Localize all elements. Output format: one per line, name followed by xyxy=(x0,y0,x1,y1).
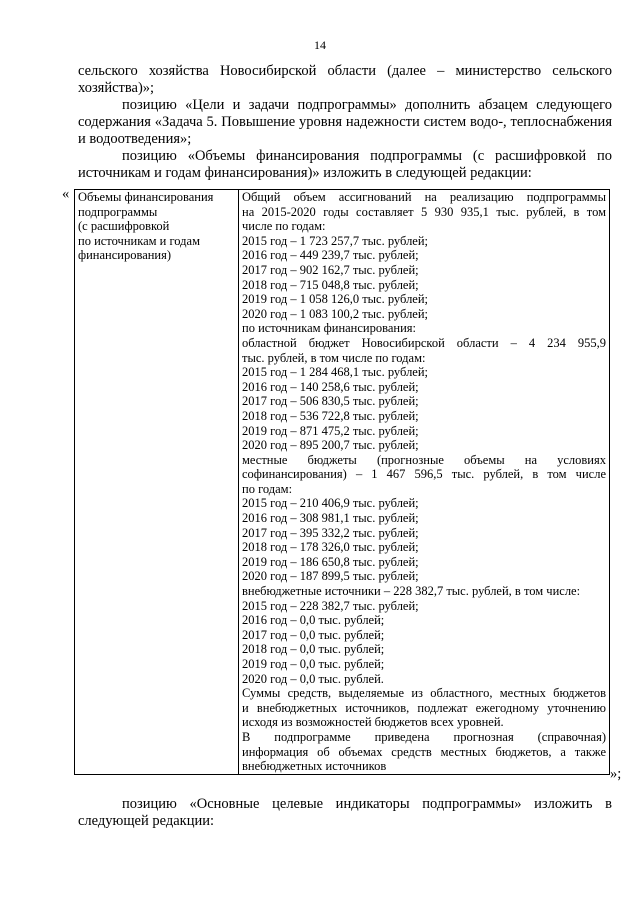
value-line: 2020 год – 0,0 тыс. рублей. xyxy=(242,671,384,686)
value-line: по годам: xyxy=(242,481,293,496)
value-line: 2015 год – 228 382,7 тыс. рублей; xyxy=(242,598,419,613)
funding-table-label-cell xyxy=(75,190,239,775)
value-line: информация об объемах средств местных бюджетов, а также xyxy=(242,744,606,759)
label-line: финансирования) xyxy=(78,248,172,263)
value-line: 2018 год – 0,0 тыс. рублей; xyxy=(242,642,385,657)
page-number: 14 xyxy=(314,38,326,52)
value-line: по источникам финансирования: xyxy=(242,321,416,336)
label-line: (с расшифровкой xyxy=(78,219,170,234)
label-line: подпрограммы xyxy=(78,204,158,219)
value-line: и внебюджетных источников, подлежат ежегодному уточнению xyxy=(242,700,606,715)
value-line: 2016 год – 449 239,7 тыс. рублей; xyxy=(242,248,419,263)
value-line: тыс. рублей, в том числе по годам: xyxy=(242,350,426,365)
value-line: 2017 год – 902 162,7 тыс. рублей; xyxy=(242,262,419,277)
opening-quote: « xyxy=(62,186,70,202)
value-line: 2018 год – 715 048,8 тыс. рублей; xyxy=(242,277,419,292)
paragraph-continuation xyxy=(78,63,612,97)
paragraph-text: позицию «Объемы финансирования подпрограммы (с расшифровкой по источникам и годам финансирования)» изложить в следующей редакции: xyxy=(78,148,612,181)
value-line: внебюджетных источников xyxy=(242,759,387,774)
value-line: числе по годам: xyxy=(242,219,326,234)
value-line: 2020 год – 1 083 100,2 тыс. рублей; xyxy=(242,306,429,321)
value-line: 2018 год – 178 326,0 тыс. рублей; xyxy=(242,540,419,555)
paragraph-text: сельского хозяйства Новосибирской области (далее – министерство сельского хозяйства)»; xyxy=(78,63,612,96)
value-line: областной бюджет Новосибирской области – 4 234 955,9 xyxy=(242,335,606,350)
paragraph-goals-tasks xyxy=(78,97,612,148)
value-line: 2015 год – 1 723 257,7 тыс. рублей; xyxy=(242,233,429,248)
label-line: Объемы финансирования xyxy=(78,190,214,204)
value-line: софинансирования) – 1 467 596,5 тыс. рублей, в том числе xyxy=(242,467,606,482)
paragraph-indicators-position xyxy=(78,796,612,830)
funding-table-value-cell xyxy=(239,190,610,775)
value-line: 2015 год – 210 406,9 тыс. рублей; xyxy=(242,496,419,511)
value-line: 2016 год – 140 258,6 тыс. рублей; xyxy=(242,379,419,394)
value-line: 2019 год – 871 475,2 тыс. рублей; xyxy=(242,423,419,438)
funding-table-row xyxy=(75,190,610,775)
value-line: Суммы средств, выделяемые из областного, местных бюджетов xyxy=(242,686,606,701)
closing-quote: »; xyxy=(610,766,622,782)
paragraph-funding-position xyxy=(78,148,612,182)
value-line: 2016 год – 308 981,1 тыс. рублей; xyxy=(242,511,419,526)
value-line: В подпрограмме приведена прогнозная (справочная) xyxy=(242,729,606,744)
value-line: 2020 год – 187 899,5 тыс. рублей; xyxy=(242,569,419,584)
value-line: исходя из возможностей бюджетов всех уровней. xyxy=(242,715,504,730)
value-line: 2017 год – 395 332,2 тыс. рублей; xyxy=(242,525,419,540)
value-line: на 2015-2020 годы составляет 5 930 935,1 тыс. рублей, в том xyxy=(242,204,606,219)
paragraph-text: позицию «Цели и задачи подпрограммы» дополнить абзацем следующего содержания «Задача 5. Повышение уровня надежности систем водо-, теплоснабжения и водоотведения»; xyxy=(78,97,612,147)
value-line: 2019 год – 186 650,8 тыс. рублей; xyxy=(242,554,419,569)
value-line: 2020 год – 895 200,7 тыс. рублей; xyxy=(242,438,419,453)
value-line: Общий объем ассигнований на реализацию подпрограммы xyxy=(242,190,606,204)
paragraph-text: позицию «Основные целевые индикаторы подпрограммы» изложить в следующей редакции: xyxy=(78,796,612,829)
value-line: местные бюджеты (прогнозные объемы на условиях xyxy=(242,452,606,467)
value-line: 2019 год – 0,0 тыс. рублей; xyxy=(242,657,385,671)
value-line: 2015 год – 1 284 468,1 тыс. рублей; xyxy=(242,365,429,380)
label-line: по источникам и годам xyxy=(78,233,200,248)
value-line: 2017 год – 506 830,5 тыс. рублей; xyxy=(242,394,419,409)
value-line: 2019 год – 1 058 126,0 тыс. рублей; xyxy=(242,292,429,307)
value-line: 2017 год – 0,0 тыс. рублей; xyxy=(242,627,385,642)
value-line: 2018 год – 536 722,8 тыс. рублей; xyxy=(242,408,419,423)
value-line: внебюджетные источники – 228 382,7 тыс. рублей, в том числе: xyxy=(242,584,581,599)
funding-table xyxy=(74,189,610,775)
value-line: 2016 год – 0,0 тыс. рублей; xyxy=(242,613,385,628)
